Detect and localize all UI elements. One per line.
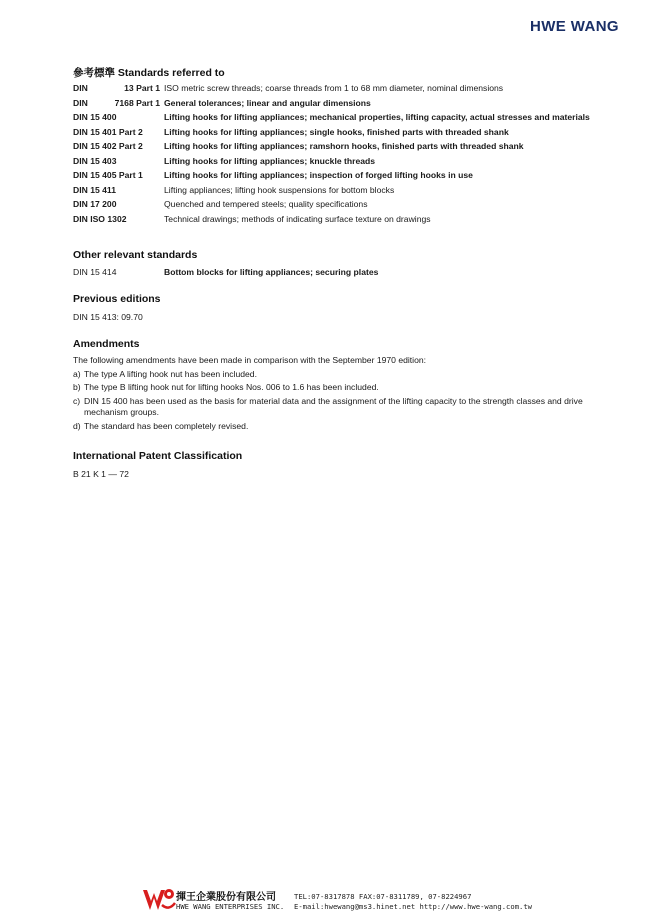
standard-description: Lifting hooks for lifting appliances; single hooks, finished parts with threaded shank xyxy=(164,126,509,137)
standard-description: Lifting hooks for lifting appliances; inspection of forged lifting hooks in use xyxy=(164,170,473,181)
amendment-item xyxy=(73,395,588,420)
standard-prefix: DIN xyxy=(73,83,88,93)
amendment-label: a) xyxy=(73,368,81,379)
standard-row xyxy=(73,197,593,212)
standard-code: DIN 15 411 xyxy=(73,184,116,195)
standard-prefix: DIN xyxy=(73,97,88,108)
standard-description: Bottom blocks for lifting appliances; securing plates xyxy=(164,267,379,277)
brand-logo-text: HWE WANG xyxy=(529,18,619,35)
other-standards-title: Other relevant standards xyxy=(73,249,198,261)
amendments-intro: The following amendments have been made in comparison with the September 1970 edition: xyxy=(73,355,427,365)
standards-referred-title: 參考標準 Standards referred to xyxy=(73,67,225,79)
standard-code: DIN ISO 1302 xyxy=(73,213,127,224)
contact-phone-fax: TEL:07-8317878 FAX:07-8311789, 07-8224967 xyxy=(294,892,472,901)
standard-code: DIN 15 405 Part 1 xyxy=(73,170,143,181)
standard-code: DIN 15 401 Part 2 xyxy=(73,126,143,137)
standard-description: General tolerances; linear and angular dimensions xyxy=(164,97,371,108)
standard-code: DIN 15 414 xyxy=(73,267,117,277)
standard-description: Lifting appliances; lifting hook suspensions for bottom blocks xyxy=(164,184,395,195)
hwe-wang-logo-icon xyxy=(142,885,176,913)
standard-row xyxy=(73,212,593,227)
standard-code: DIN 15 403 xyxy=(73,155,117,166)
previous-editions-title: Previous editions xyxy=(73,293,161,305)
amendment-item xyxy=(73,368,588,382)
standard-number: 7168 Part 1 xyxy=(114,97,160,108)
standard-code: DIN 17 200 xyxy=(73,199,117,210)
standard-description: Lifting hooks for lifting appliances; knuckle threads xyxy=(164,155,376,166)
standard-row xyxy=(73,81,593,96)
standard-description: ISO metric screw threads; coarse threads from 1 to 68 mm diameter, nominal dimensions xyxy=(164,83,504,93)
company-name-chinese: 揮王企業股份有限公司 xyxy=(176,892,276,903)
amendment-text: The type B lifting hook nut for lifting hooks Nos. 006 to 1.6 has been included. xyxy=(84,382,379,393)
standard-row xyxy=(73,125,593,140)
standard-row xyxy=(73,183,593,198)
standard-description: Lifting hooks for lifting appliances; mechanical properties, lifting capacity, actual stresses and materials xyxy=(164,111,590,122)
standard-row xyxy=(73,139,593,154)
other-standard-row xyxy=(73,267,378,277)
patent-classification-text: B 21 K 1 — 72 xyxy=(73,469,129,479)
amendments-title: Amendments xyxy=(73,338,140,350)
patent-classification-title: International Patent Classification xyxy=(73,450,243,462)
amendments-list xyxy=(73,354,588,433)
standard-row xyxy=(73,154,593,169)
standards-table xyxy=(73,81,593,226)
amendment-label: b) xyxy=(73,382,81,393)
amendment-text: The standard has been completely revised. xyxy=(84,420,249,431)
standard-row xyxy=(73,96,593,111)
amendment-label: d) xyxy=(73,420,81,431)
standard-code: DIN 15 400 xyxy=(73,111,117,122)
standard-description: Technical drawings; methods of indicating surface texture on drawings xyxy=(164,213,431,224)
previous-editions-text: DIN 15 413: 09.70 xyxy=(73,312,143,322)
standard-code: DIN 15 402 Part 2 xyxy=(73,141,143,152)
amendment-text: DIN 15 400 has been used as the basis for material data and the assignment of the lifting capacity to the strength classes and drive mechanism groups. xyxy=(84,395,583,418)
standard-row xyxy=(73,168,593,183)
company-name-english: HWE WANG ENTERPRISES INC. xyxy=(176,902,285,911)
standard-description: Quenched and tempered steels; quality specifications xyxy=(164,199,368,210)
contact-email-web: E-mail:hwewang@ms3.hinet.net http://www.hwe-wang.com.tw xyxy=(294,902,532,911)
amendment-item xyxy=(73,420,588,434)
standard-number: 13 Part 1 xyxy=(124,83,160,93)
amendment-text: The type A lifting hook nut has been included. xyxy=(84,368,257,379)
standard-row xyxy=(73,110,593,125)
standard-description: Lifting hooks for lifting appliances; ramshorn hooks, finished parts with threaded shank xyxy=(164,141,524,152)
amendment-label: c) xyxy=(73,395,81,406)
page-footer xyxy=(142,885,562,915)
amendment-item xyxy=(73,381,588,395)
